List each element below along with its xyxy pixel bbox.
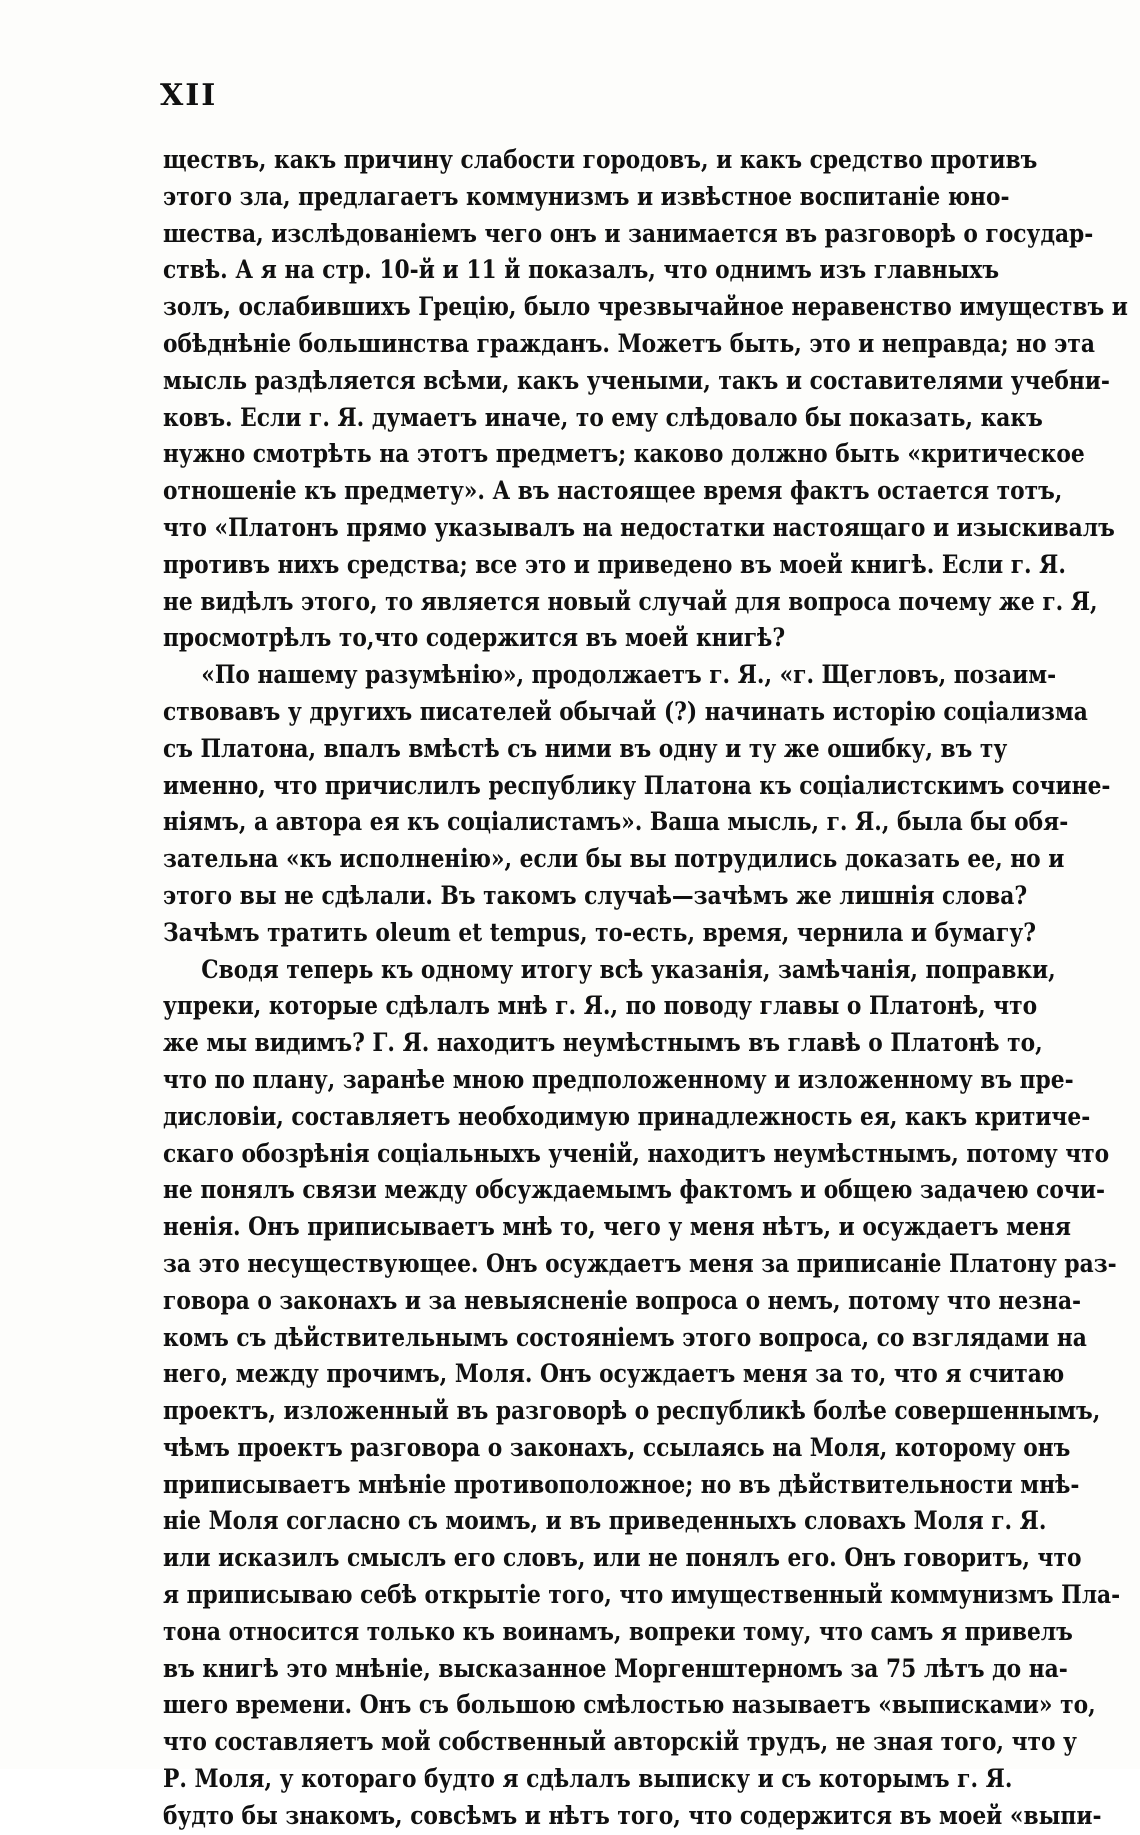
text-line: же мы видимъ? Г. Я. находитъ неумѣстнымъ въ главѣ о Платонѣ то, xyxy=(163,1028,1043,1058)
text-line: не понялъ связи между обсуждаемымъ фактомъ и общею задачею сочи- xyxy=(163,1175,1105,1205)
text-line: Сводя теперь къ одному итогу всѣ указанія, замѣчанія, поправки, xyxy=(201,954,1056,984)
text-line: въ книгѣ это мнѣніе, высказанное Моргенштерномъ за 75 лѣтъ до на- xyxy=(163,1653,1068,1683)
text-line: что по плану, заранѣе мною предположенному и изложенному въ пре- xyxy=(163,1064,1074,1094)
text-line: съ Платона, впалъ вмѣстѣ съ ними въ одну и ту же ошибку, въ ту xyxy=(163,733,1008,763)
text-line: ствѣ. А я на стр. 10-й и 11 й показалъ, что однимъ изъ главныхъ xyxy=(163,255,1000,285)
text-line: за это несуществующее. Онъ осуждаетъ меня за приписаніе Платону раз- xyxy=(163,1248,1117,1278)
text-line: шества, изслѣдованіемъ чего онъ и занимается въ разговорѣ о государ- xyxy=(163,218,1094,248)
text-line: отношеніе къ предмету». А въ настоящее время фактъ остается тотъ, xyxy=(163,476,1063,506)
text-line: противъ нихъ средства; все это и приведено въ моей книгѣ. Если г. Я. xyxy=(163,549,1066,579)
text-line: приписываетъ мнѣніе противоположное; но въ дѣйствительности мнѣ- xyxy=(163,1469,1080,1499)
text-line: него, между прочимъ, Моля. Онъ осуждаетъ меня за то, что я считаю xyxy=(163,1359,1065,1389)
text-line: тона относится только къ воинамъ, вопреки тому, что самъ я привелъ xyxy=(163,1616,1073,1646)
text-line: зательна «къ исполненію», если бы вы потрудились доказать ее, но и xyxy=(163,844,1065,874)
text-line: «По нашему разумѣнію», продолжаетъ г. Я., «г. Щегловъ, позаим- xyxy=(201,660,1057,690)
text-line: проектъ, изложенный въ разговорѣ о республикѣ болѣе совершеннымъ, xyxy=(163,1396,1101,1426)
body-text xyxy=(163,142,1128,1835)
text-line: что «Платонъ прямо указывалъ на недостатки настоящаго и изыскивалъ xyxy=(163,512,1115,542)
text-line: обѣднѣніе большинства гражданъ. Можетъ быть, это и неправда; но эта xyxy=(163,328,1095,358)
text-line: этого вы не сдѣлали. Въ такомъ случаѣ—зачѣмъ же лишнія слова? xyxy=(163,880,1028,910)
text-line: я приписываю себѣ открытіе того, что имущественный коммунизмъ Пла- xyxy=(163,1580,1121,1610)
text-line: что составляетъ мой собственный авторскій трудъ, не зная того, что у xyxy=(163,1727,1077,1757)
text-line: ществъ, какъ причину слабости городовъ, и какъ средство противъ xyxy=(163,145,1038,174)
text-line: скаго обозрѣнія соціальныхъ ученій, находитъ неумѣстнымъ, потому что xyxy=(163,1138,1110,1168)
text-line: чѣмъ проектъ разговора о законахъ, ссылаясь на Моля, которому онъ xyxy=(163,1432,1071,1462)
text-line: комъ съ дѣйствительнымъ состояніемъ этого вопроса, со взглядами на xyxy=(163,1322,1087,1352)
text-line: мысль раздѣляется всѣми, какъ учеными, такъ и составителями учебни- xyxy=(163,365,1110,395)
text-line: говора о законахъ и за невыясненіе вопроса о немъ, потому что незна- xyxy=(163,1285,1082,1315)
text-line: дисловіи, составляетъ необходимую принадлежность ея, какъ критиче- xyxy=(163,1101,1091,1131)
page-number: XII xyxy=(160,78,218,113)
text-line: нужно смотрѣть на этотъ предметъ; каково должно быть «критическое xyxy=(163,439,1085,469)
text-line: ковъ. Если г. Я. думаетъ иначе, то ему слѣдовало бы показать, какъ xyxy=(163,402,1043,432)
text-line: Р. Моля, у котораго будто я сдѣлалъ выписку и съ которымъ г. Я. xyxy=(163,1764,1013,1794)
text-line: ненія. Онъ приписываетъ мнѣ то, чего у меня нѣтъ, и осуждаетъ меня xyxy=(163,1212,1071,1242)
text-line: будто бы знакомъ, совсѣмъ и нѣтъ того, что содержится въ моей «выпи- xyxy=(163,1800,1102,1830)
text-line: просмотрѣлъ то,что содержится въ моей книгѣ? xyxy=(163,623,786,653)
text-line: не видѣлъ этого, то является новый случай для вопроса почему же г. Я, xyxy=(163,586,1098,616)
text-line: ніе Моля согласно съ моимъ, и въ приведенныхъ словахъ Моля г. Я. xyxy=(163,1506,1047,1536)
text-line: Зачѣмъ тратить oleum et tempus, то-есть, время, чернила и бумагу? xyxy=(163,917,1036,947)
text-line: ніямъ, а автора ея къ соціалистамъ». Ваша мысль, г. Я., была бы обя- xyxy=(163,807,1069,837)
text-line: упреки, которые сдѣлалъ мнѣ г. Я., по поводу главы о Платонѣ, что xyxy=(163,991,1038,1021)
text-line: или исказилъ смыслъ его словъ, или не понялъ его. Онъ говоритъ, что xyxy=(163,1543,1082,1573)
text-line: этого зла, предлагаетъ коммунизмъ и извѣстное воспитаніе юно- xyxy=(163,181,1010,211)
text-line: ствовавъ у другихъ писателей обычай (?) начинать исторію соціализма xyxy=(163,696,1088,726)
text-line: именно, что причислилъ республику Платона къ соціалистскимъ сочине- xyxy=(163,770,1111,800)
text-line: шего времени. Онъ съ большою смѣлостью называетъ «выписками» то, xyxy=(163,1690,1096,1720)
text-line: золъ, ослабившихъ Грецію, было чрезвычайное неравенство имуществъ и xyxy=(163,292,1128,322)
